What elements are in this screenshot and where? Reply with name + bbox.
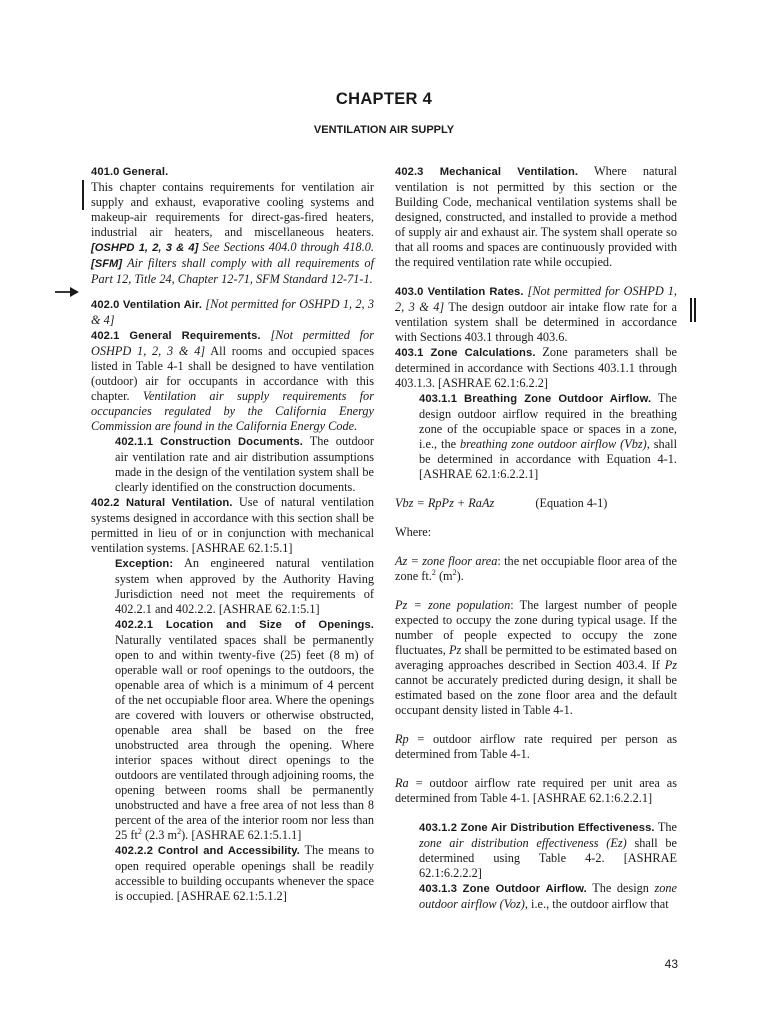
section-402-heading: 402.0 Ventilation Air. [91,299,203,311]
superscript: 2 [137,826,142,836]
section-403-body: The design outdoor air intake flow rate for a ventilation system shall be determined in accordance with Sections 403.1 through 403.6. [395,300,677,344]
az-definition-text: : the net occupiable floor area of the zone ft. [395,554,677,583]
ra-definition-text: = outdoor airflow rate required per unit area as determined from Table 4-1. [ASHRAE 62.1:6.2.2.1] [395,776,677,805]
rp-definition-text: = outdoor airflow rate required per person as determined from Table 4-1. [395,732,677,761]
section-403-1-3-italic: zone outdoor airflow (Voz) [419,881,677,911]
az-definition-term: Az = zone floor area [395,554,498,568]
exception-heading: Exception: [115,558,174,570]
section-402-1-1-body: The outdoor air ventilation rate and air distribution assumptions made in the design of the ventilation system shall be clearly identified on the construction documents. [115,434,375,494]
equation: Vbz = RpPz + RaAz [395,496,495,510]
section-402-1-body: All rooms and occupied spaces listed in Table 4-1 shall be designed to have ventilation (outdoor) air for occupants in accordance with this chapter. [91,344,374,403]
section-403-1-1-body-2: , shall be determined in accordance with Equation 4-1. [ASHRAE 62.1:6.2.2.1] [419,437,678,481]
change-bar-left [82,180,84,210]
section-402-2-heading: 402.2 Natural Ventilation. [91,497,233,509]
pz-variable: Pz [664,658,678,672]
section-402-2-2-heading: 402.2.2 Control and Accessibility. [115,845,300,857]
section-403-1-3-body: The design [592,881,649,895]
chapter-heading: CHAPTER 4 [335,90,433,108]
rp-variable: Rp [395,732,409,746]
where-label: Where: [395,525,432,539]
pz-definition-term: Pz = zone population [395,598,511,612]
section-402-2-1-mid: (2.3 m [141,828,178,842]
section-403-1-2-body-2: shall be determined using Table 4-2. [ASHRAE 62.1:6.2.2.2] [419,836,678,880]
section-403-1-2-body: The [657,820,677,834]
equation-label: (Equation 4-1) [535,496,608,510]
pz-definition-text-3: cannot be accurately predicted during design, it shall be estimated based on the zone floor area and the default occupant density listed in Table 4-1. [395,673,677,717]
section-403-1-body: Zone parameters shall be determined in accordance with Sections 403.1.1 through 403.1.3. [ASHRAE 62.1:6.2.2] [395,345,677,390]
section-402-2-1-tail: ). [ASHRAE 62.1:5.1.1] [181,828,302,842]
section-402-3-heading: 402.3 Mechanical Ventilation. [395,166,579,178]
section-403-note: [Not permitted for OSHPD 1, 2, 3 & 4] [395,284,677,314]
section-402-2-1-heading: 402.2.1 Location and Size of Openings. [115,619,374,631]
change-bar-right-2 [694,298,696,322]
ra-variable: Ra [395,776,409,790]
section-403-1-3-body-2: , i.e., the outdoor airflow that [524,897,669,911]
chapter-title: VENTILATION AIR SUPPLY [313,124,455,136]
oshpd-text: See Sections 404.0 through 418.0. [202,240,374,254]
sfm-tag: [SFM] [91,258,123,270]
section-403-1-3-heading: 403.1.3 Zone Outdoor Airflow. [419,883,587,895]
section-401-body: This chapter contains requirements for ventilation air supply and exhaust, evaporative cooling systems and makeup-air requirements for direct-gas-fired heaters, industrial air heaters, and miscellaneous heaters. [91,180,374,239]
left-column [91,164,374,904]
section-403-1-1-heading: 403.1.1 Breathing Zone Outdoor Airflow. [419,393,652,405]
section-402-2-2-body: The means to open required operable openings shall be readily accessible to building occupants whenever the space is occupied. [ASHRAE 62.1:5.1.2] [115,843,375,903]
sfm-text: Air filters shall comply with all requirements of Part 12, Title 24, Chapter 12-71, SFM Standard 12-71-1. [91,256,374,286]
az-definition-mid: (m [435,569,453,583]
pz-variable: Pz [449,643,462,657]
section-402-1-heading: 402.1 General Requirements. [91,330,261,342]
superscript: 2 [431,567,436,577]
section-403-1-heading: 403.1 Zone Calculations. [395,347,536,359]
section-402-1-1-heading: 402.1.1 Construction Documents. [115,436,303,448]
az-definition-tail: ). [456,569,464,583]
section-402-1-italic: Ventilation air supply requirements for occupancies regulated by the California Energy Commission are found in the California Energy Code. [91,389,374,433]
change-bar-right-1 [690,298,692,322]
section-402-2-1-body: Naturally ventilated spaces shall be permanently open to and within twenty-five (25) feet (8 m) of operable wall or roof openings to the outdoors, the openable area of which is a minimum of 4 percent of the net occupiable floor area. Where the openings are covered with louvers or otherwise obstructed, openable area shall be based on the free unobstructed area through the opening. Where interior spaces without direct openings to the outdoors are ventilated through adjoining rooms, the opening between rooms shall be permanently unobstructed and have a free area of not less than 8 percent of the area of the interior room nor less than 25 ft [115,633,374,842]
pz-definition-text-2: shall be permitted to be estimated based on averaging approaches described in Section 403.4. If [395,643,677,672]
section-403-1-1-body: The design outdoor airflow required in the breathing zone of the occupiable space or spaces in a zone, i.e., the [419,391,677,451]
superscript: 2 [452,567,457,577]
section-402-2-body: Use of natural ventilation systems designed in accordance with this section shall be permitted in lieu of or in conjunction with mechanical ventilation systems. [ASHRAE 62.1:5.1] [91,495,375,555]
section-402-note: [Not permitted for OSHPD 1, 2, 3 & 4] [91,297,375,327]
right-arrow-icon [55,285,79,299]
section-403-1-1-italic: breathing zone outdoor airflow (Vbz) [460,437,647,451]
section-401-heading: 401.0 General. [91,166,169,178]
page-number: 43 [664,957,678,971]
exception-body: An engineered natural ventilation system when approved by the Authority Having Jurisdiction need not meet the requirements of 402.2.1 and 402.2.2. [ASHRAE 62.1:5.1] [115,556,374,616]
section-402-1-note: [Not permitted for OSHPD 1, 2, 3 & 4] [91,328,374,358]
right-column [395,164,677,912]
section-403-1-2-heading: 403.1.2 Zone Air Distribution Effectiveness. [419,822,655,834]
section-402-3-body: Where natural ventilation is not permitted by this section or the Building Code, mechanical ventilation systems shall be designed, constructed, and installed to provide a method of supply air and exhaust air. The system shall operate so that all rooms and spaces are continuously provided with the required ventilation rate while occupied. [395,164,677,269]
section-403-heading: 403.0 Ventilation Rates. [395,286,524,298]
pz-definition-text: : The largest number of people expected to occupy the zone during typical usage. If the number of people expected to occupy the zone fluctuates, [395,598,677,657]
oshpd-tag: [OSHPD 1, 2, 3 & 4] [91,242,199,254]
section-403-1-2-italic: zone air distribution effectiveness (Ez) [419,836,627,850]
superscript: 2 [177,826,182,836]
